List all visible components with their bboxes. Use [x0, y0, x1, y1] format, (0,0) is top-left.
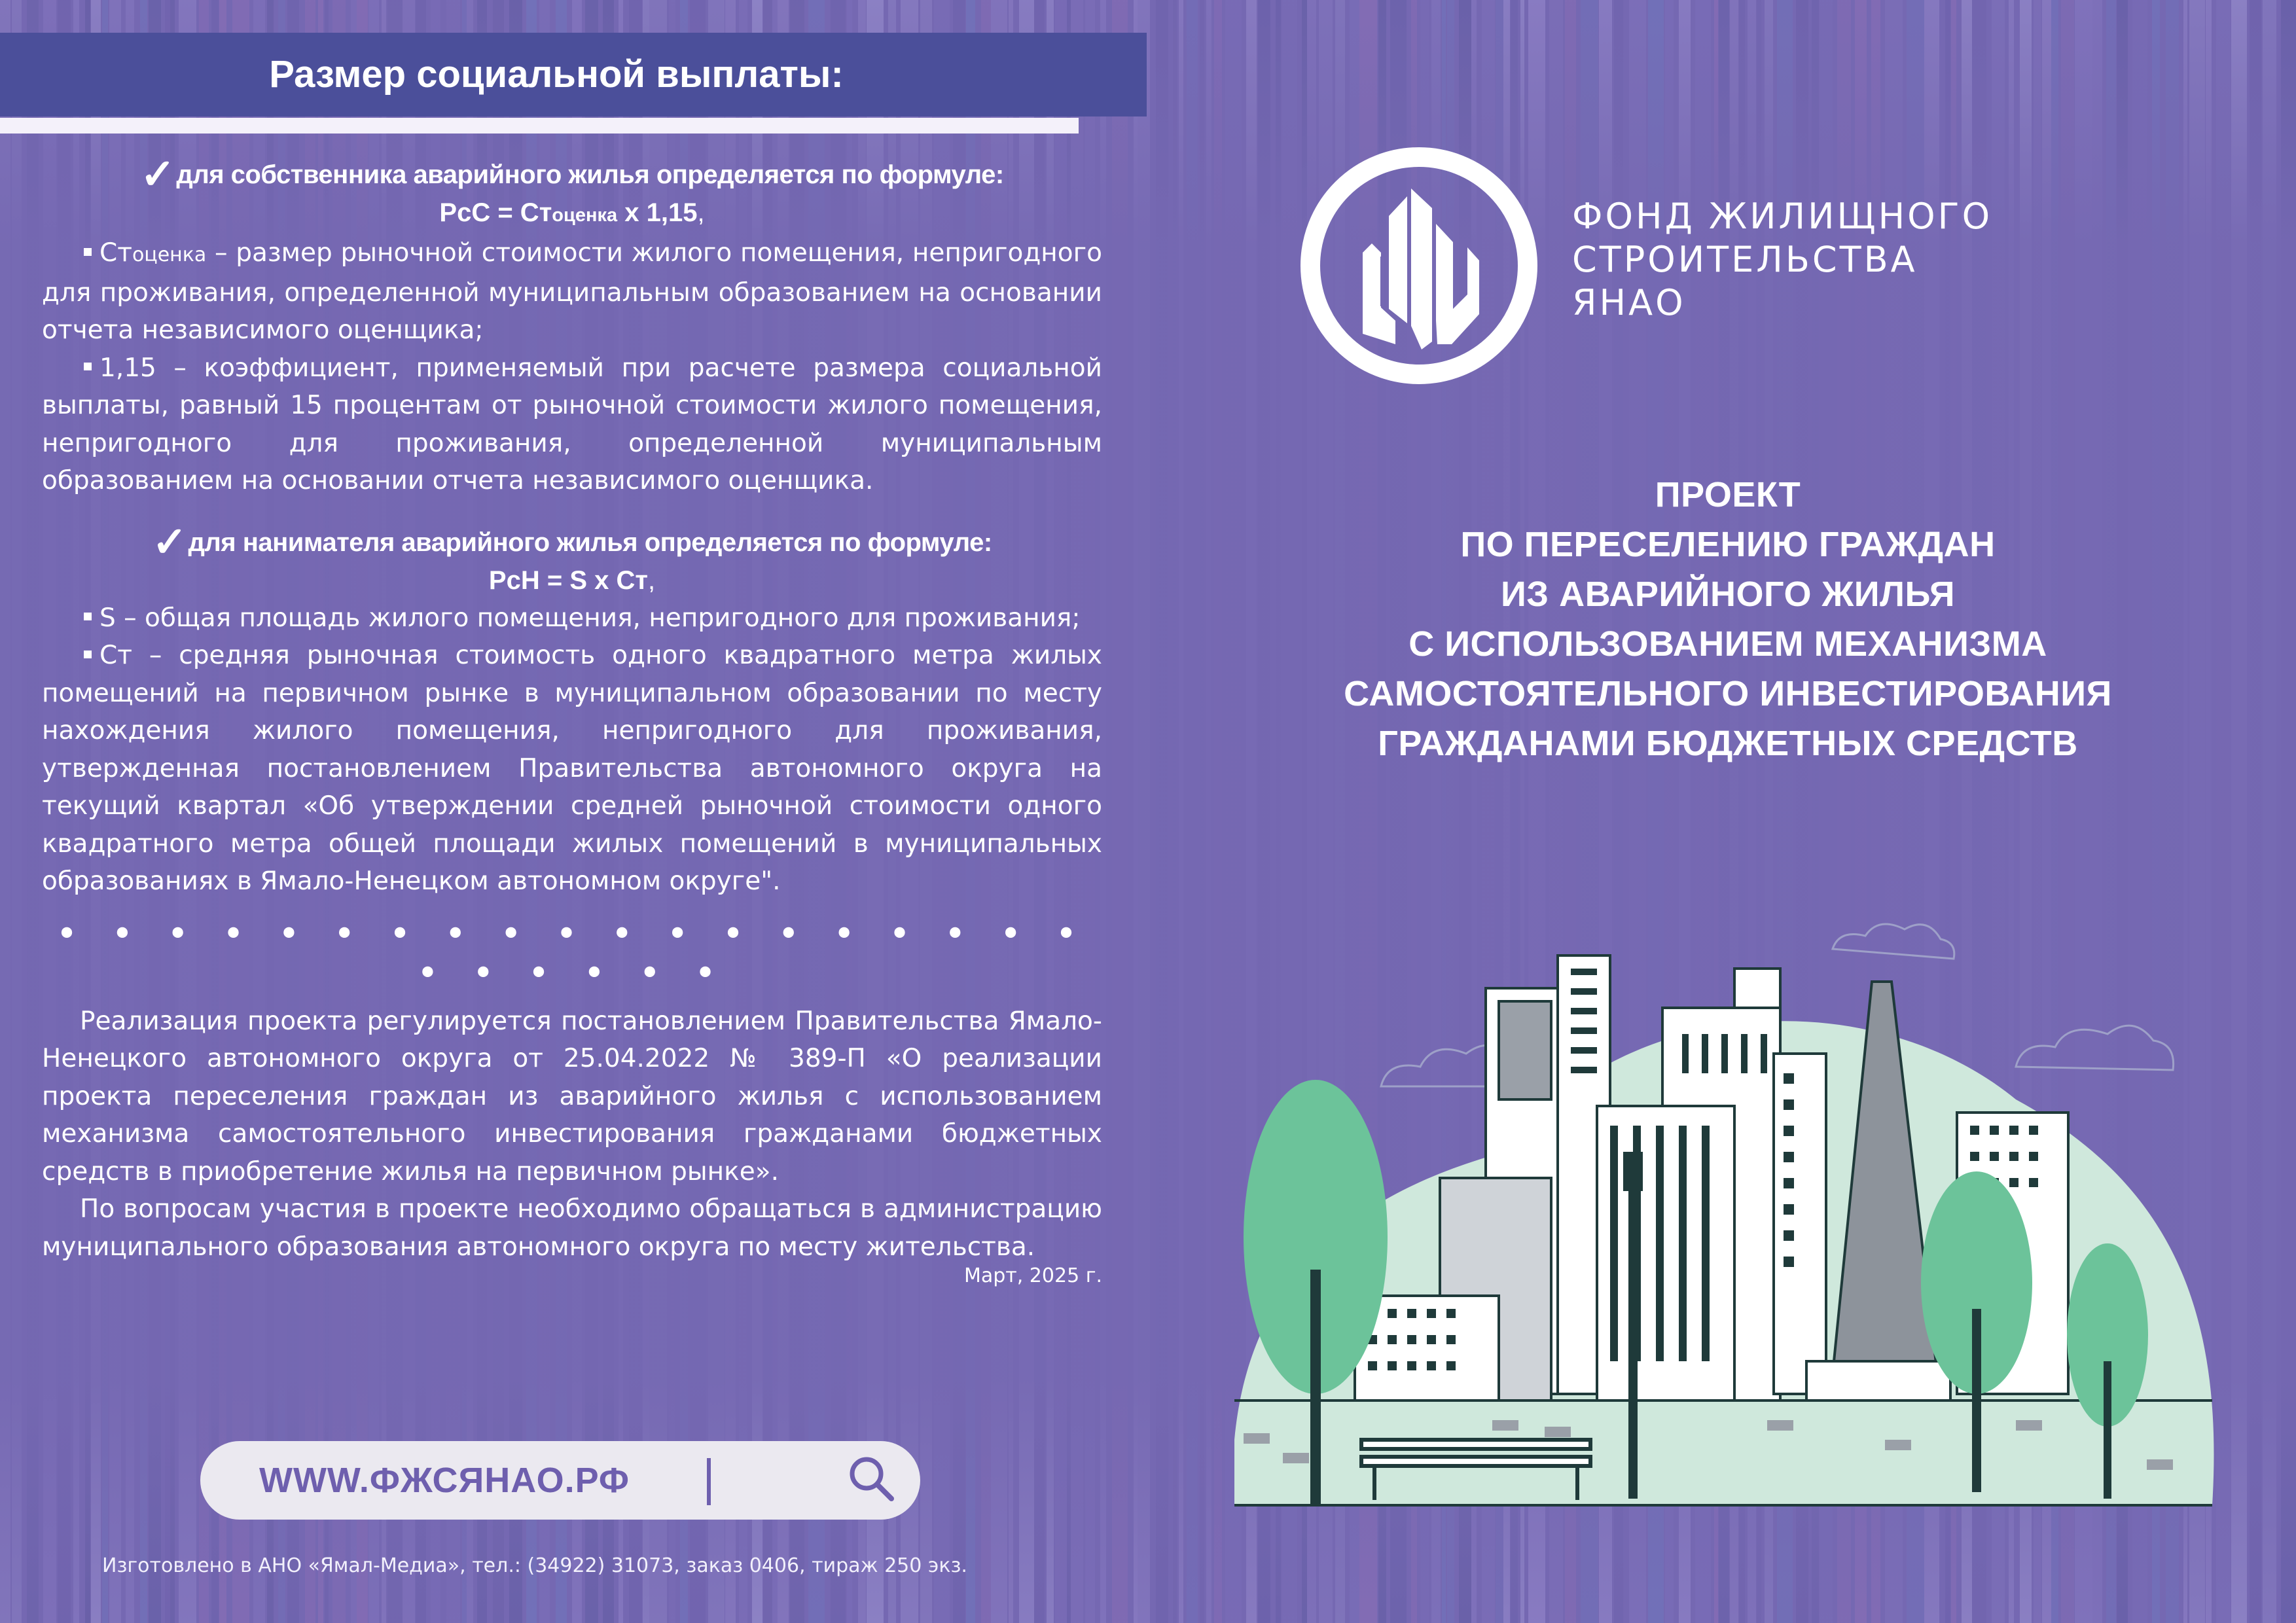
owner-subtitle: ✓для собственника аварийного жилья определяется по формуле:	[140, 151, 1004, 198]
cloud	[1833, 924, 1954, 959]
cloud	[2016, 1026, 2174, 1070]
title-line: ИЗ АВАРИЙНОГО ЖИЛЬЯ	[1500, 575, 1956, 614]
bullet-icon	[84, 363, 92, 370]
tenant-subtitle: ✓для нанимателя аварийного жилья определяется по формуле:	[152, 518, 992, 565]
owner-item-coefficient: 1,15 – коэффициент, применяемый при расчете размера социальной выплаты, равный 15 процентам от рыночной стоимости жилого помещения, непригодного для проживания, определенной муниципальным образованием на основании отчета независимого оценщика.	[42, 353, 1102, 495]
title-line: С ИСПОЛЬЗОВАНИЕМ МЕХАНИЗМА	[1408, 624, 2047, 664]
search-cursor	[707, 1458, 711, 1505]
title-line: ГРАЖДАНАМИ БЮДЖЕТНЫХ СРЕДСТВ	[1378, 724, 2078, 763]
org-name-line-3: ЯНАО	[1572, 282, 1686, 323]
checkmark-icon: ✓	[152, 518, 187, 565]
org-name-line-2: СТРОИТЕЛЬСТВА	[1572, 239, 1918, 280]
contact-paragraph: По вопросам участия в проекте необходимо обращаться в администрацию муниципального образования автономного округа по месту жительства.	[42, 1194, 1102, 1262]
payment-description	[42, 151, 1102, 1289]
regulation-paragraph: Реализация проекта регулируется постановлением Правительства Ямало-Ненецкого автономного округа от 25.04.2022 № 389-П «О реализации проекта переселения граждан из аварийного жилья с использованием механизма самостоятельного инвестирования гражданами бюджетных средств в приобретение жилья на первичном рынке».	[42, 1006, 1102, 1186]
print-info: Изготовлено в АНО «Ямал-Медиа», тел.: (34922) 31073, заказ 0406, тираж 250 экз.	[102, 1554, 967, 1577]
title-line: ПО ПЕРЕСЕЛЕНИЮ ГРАЖДАН	[1460, 525, 1996, 564]
header-underline	[0, 118, 1079, 134]
owner-formula: РсС = Стоценка х 1,15,	[439, 198, 705, 227]
city-illustration	[1230, 903, 2225, 1518]
title-line: ПРОЕКТ	[1655, 475, 1801, 514]
title-line: САМОСТОЯТЕЛЬНОГО ИНВЕСТИРОВАНИЯ	[1344, 674, 2112, 713]
organization-name	[1572, 195, 1992, 325]
owner-item-market-value: Стоценка – размер рыночной стоимости жилого помещения, непригодного для проживания, определенной муниципальным образованием на основании отчета независимого оценщика;	[42, 238, 1102, 345]
tenant-item-area: S – общая площадь жилого помещения, непригодного для проживания;	[42, 599, 1102, 637]
tenant-item-price: Ст – средняя рыночная стоимость одного квадратного метра жилых помещений на первичном рынке в муниципальном образовании по месту нахождения жилого помещения, непригодного для проживания, утвержденная постановлением Правительства автономного округа на текущий квартал «Об утверждении средней рыночной стоимости одного квадратного метра общей площади жилых помещений в муниципальных образованиях в Ямало-Ненецком автономном округе".	[42, 641, 1102, 896]
website-link[interactable]: WWW.ФЖСЯНАО.РФ	[259, 1461, 630, 1500]
issue-date: Март, 2025 г.	[963, 1264, 1102, 1287]
org-name-line-1: ФОНД ЖИЛИЩНОГО	[1572, 196, 1993, 237]
checkmark-icon: ✓	[140, 151, 175, 198]
bullet-icon	[84, 613, 92, 620]
tenant-formula: РсН = S х Ст,	[488, 565, 656, 595]
fund-logo	[1299, 145, 1539, 386]
search-icon[interactable]	[844, 1452, 899, 1507]
bullet-icon	[84, 651, 92, 658]
dotted-separator: • • • • • • • • • • • • • • • • • • • • • • • • •	[56, 912, 1088, 995]
section-title: Размер социальной выплаты:	[269, 53, 844, 96]
bullet-icon	[84, 248, 92, 256]
project-title	[1270, 470, 2186, 768]
